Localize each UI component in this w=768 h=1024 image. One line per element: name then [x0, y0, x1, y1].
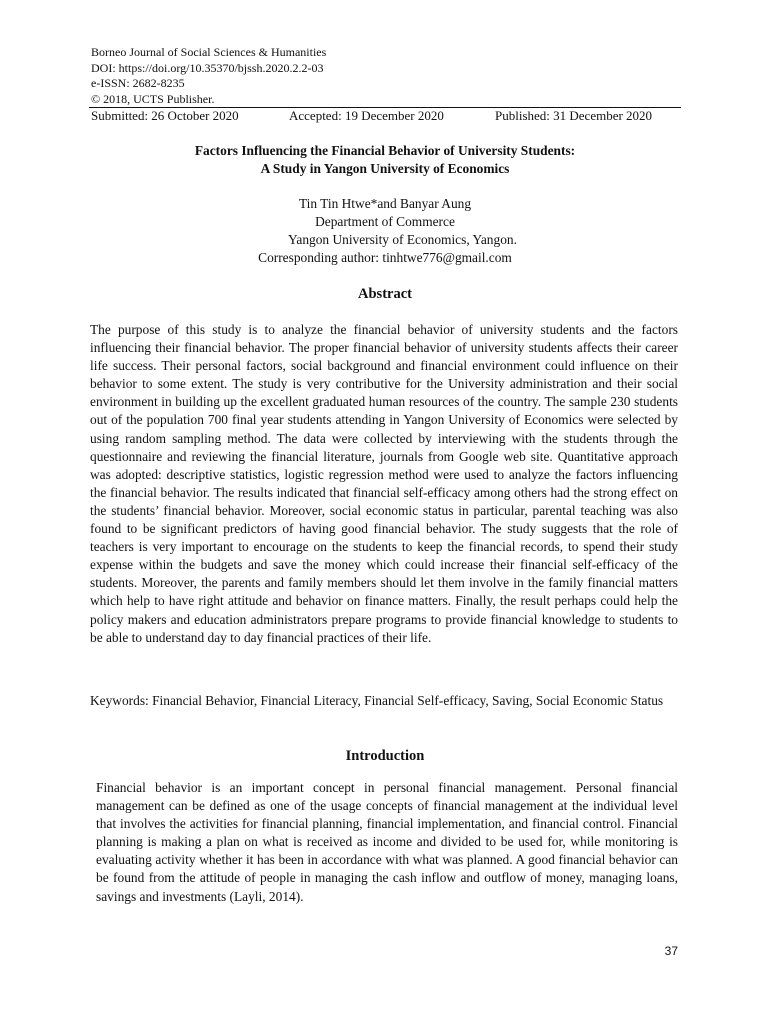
accepted-date: Accepted: 19 December 2020	[289, 108, 444, 123]
submitted-date: Submitted: 26 October 2020	[91, 108, 239, 123]
introduction-heading: Introduction	[345, 748, 425, 764]
journal-header	[91, 45, 326, 107]
published-date: Published: 31 December 2020	[495, 108, 653, 123]
journal-name: Borneo Journal of Social Sciences & Humanities	[91, 45, 327, 59]
abstract-heading: Abstract	[358, 286, 412, 302]
introduction-text: Financial behavior is an important concept in personal financial management. Personal financial management can be defined as one of the usage concepts of financial management at the individual level that involves the activities for financial planning, financial implementation, and financial control. Financial planning is making a plan on what is received as income and divided to be used for, while monitoring is evaluating activity whether it has been in accordance with what was planned. A good financial behavior can be found from the attitude of people in managing the cash inflow and outflow of money, managing loans, savings and investments (Layli, 2014).	[96, 780, 678, 904]
title-line-1: Factors Influencing the Financial Behavior of University Students:	[194, 143, 576, 158]
author-department: Department of Commerce	[315, 214, 455, 229]
paper-title	[90, 142, 680, 178]
eissn-line: e-ISSN: 2682-8235	[91, 76, 185, 90]
title-line-2: A Study in Yangon University of Economics	[260, 161, 510, 176]
author-block	[90, 195, 680, 267]
author-institution: Yangon University of Economics, Yangon.	[288, 232, 517, 247]
keywords-text: Keywords: Financial Behavior, Financial Literacy, Financial Self-efficacy, Saving, Social Economic Status	[90, 693, 664, 708]
page-number: 37	[664, 944, 678, 958]
abstract-text: The purpose of this study is to analyze the financial behavior of university students and the factors influencing their financial behavior. The proper financial behavior of university students affects their career life success. Their personal factors, social background and financial environment could influence on their behavior to some extent. The study is very contributive for the University administration and their social environment in building up the excellent graduated human resources of the country. The sample 230 students out of the population 700 final year students attending in Yangon University of Economics were selected by using random sampling method. The data were collected by interviewing with the students through the questionnaire and reviewing the financial literature, journals from Google web site. Quantitative approach was adopted: descriptive statistics, logistic regression method were used to analyze the factors influencing the financial behavior. The results indicated that financial self-efficacy among others had the strong effect on the students’ financial behavior. Moreover, social economic status in particular, parental teaching was also found to be significant predictors of having good financial behavior. The study suggests that the role of teachers is very important to encourage on the students to keep the financial records, to spend their study expense within the budgets and save the money which could increase their financial self-efficacy of the students. Moreover, the parents and family members should let them involve in the family financial matters which help to have right attitude and behavior on finance matters. Finally, the result perhaps could help the policy makers and education administrators prepare programs to provide financial knowledge to students to be able to understand day to day financial practices of their life.	[90, 322, 678, 645]
copyright-line: © 2018, UCTS Publisher.	[91, 91, 215, 106]
corresponding-author: Corresponding author: tinhtwe776@gmail.com	[258, 250, 512, 265]
author-names: Tin Tin Htwe*and Banyar Aung	[298, 196, 472, 211]
doi-line: DOI: https://doi.org/10.35370/bjssh.2020.2.2-03	[91, 60, 324, 75]
